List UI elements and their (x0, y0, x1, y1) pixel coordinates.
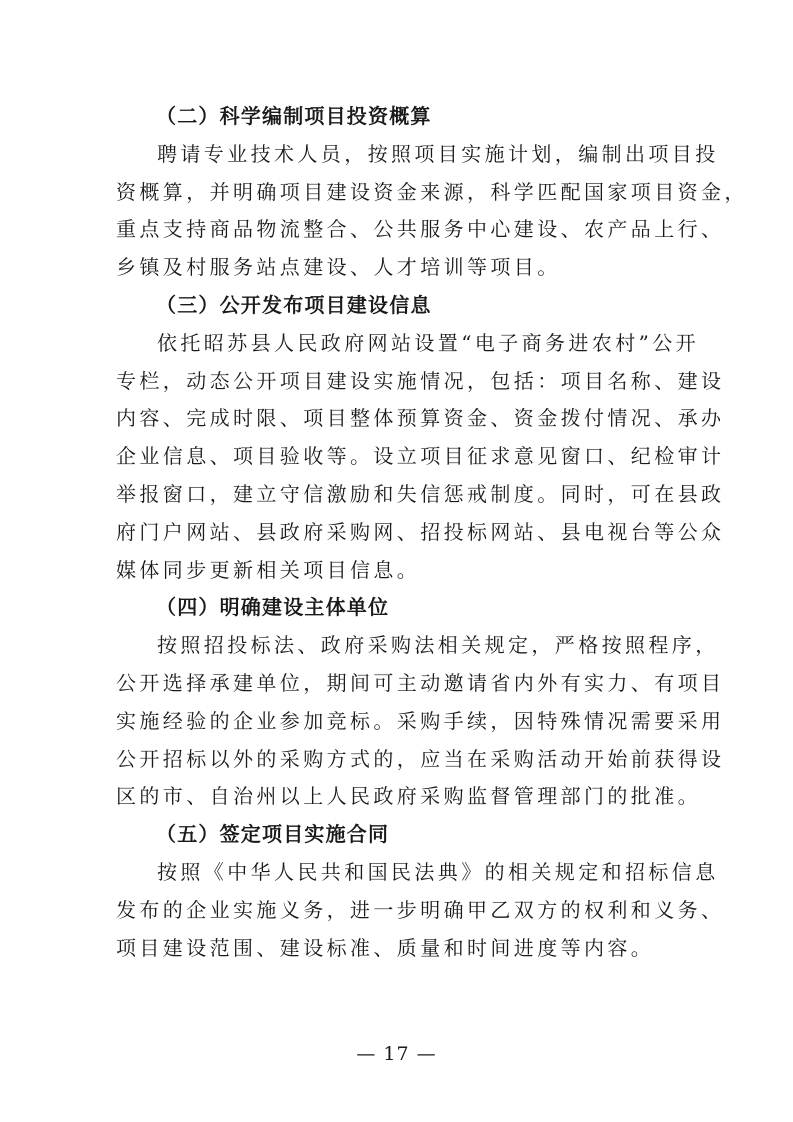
text-line: 媒体同步更新相关项目信息。 (116, 557, 421, 582)
text-line: 企业信息、项目验收等。设立项目征求意见窗口、纪检审计 (116, 444, 725, 469)
text-line: 发布的企业实施义务，进一步明确甲乙双方的权利和义务、 (116, 897, 725, 922)
section-3-paragraph (116, 325, 725, 590)
text-line: 举报窗口，建立守信激励和失信惩戒制度。同时，可在县政 (116, 481, 725, 506)
section-5-paragraph (116, 854, 725, 967)
text-line: 内容、完成时限、项目整体预算资金、资金拨付情况、承办 (116, 406, 725, 431)
text-line: 依托昭苏县人民政府网站设置“电子商务进农村”公开 (157, 330, 700, 355)
text-line: 项目建设范围、建设标准、质量和时间进度等内容。 (116, 935, 655, 960)
text-line: 重点支持商品物流整合、公共服务中心建设、农产品上行、 (116, 217, 725, 242)
section-heading-2: （二）科学编制项目投资概算 (156, 104, 432, 128)
text-line: 乡镇及村服务站点建设、人才培训等项目。 (116, 255, 561, 280)
section-heading-4: （四）明确建设主体单位 (156, 595, 390, 620)
text-line: 专栏，动态公开项目建设实施情况，包括：项目名称、建设 (116, 368, 725, 393)
text-line: 府门户网站、县政府采购网、招投标网站、县电视台等公众 (116, 519, 725, 544)
text-line: 公开招标以外的采购方式的，应当在采购活动开始前获得设 (116, 746, 725, 771)
page-number: — 17 — (356, 1043, 437, 1065)
text-line: 按照《中华人民共和国民法典》的相关规定和招标信息 (157, 859, 719, 884)
text-line: 区的市、自治州以上人民政府采购监督管理部门的批准。 (116, 784, 701, 809)
text-line: 按照招投标法、政府采购法相关规定，严格按照程序， (157, 633, 719, 658)
text-line: 公开选择承建单位，期间可主动邀请省内外有实力、有项目 (116, 670, 725, 695)
section-heading-5: （五）签定项目实施合同 (156, 822, 390, 847)
section-2-paragraph (116, 136, 748, 287)
section-4-paragraph (116, 627, 725, 816)
text-line: 资概算，并明确项目建设资金来源，科学匹配国家项目资金， (116, 179, 748, 204)
text-line: 聘请专业技术人员，按照项目实施计划，编制出项目投 (157, 141, 719, 166)
document-body (116, 98, 748, 967)
section-heading-3: （三）公开发布项目建设信息 (156, 292, 432, 317)
text-line: 实施经验的企业参加竞标。采购手续，因特殊情况需要采用 (116, 708, 725, 733)
